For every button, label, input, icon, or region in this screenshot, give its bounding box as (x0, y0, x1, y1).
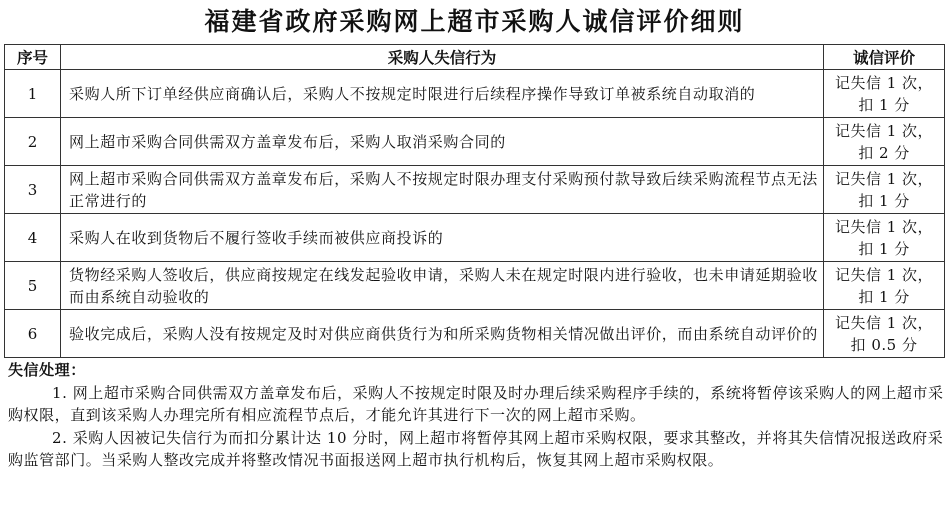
row-index: 2 (5, 118, 61, 166)
table-row (5, 262, 945, 310)
row-evaluation (824, 310, 945, 358)
evaluation-table (4, 44, 945, 358)
table-row (5, 166, 945, 214)
evaluation-deduction: 扣 1 分 (858, 239, 910, 258)
handling-section (4, 359, 944, 472)
row-index: 5 (5, 262, 61, 310)
evaluation-deduction: 扣 1 分 (858, 287, 910, 306)
table-row (5, 70, 945, 118)
row-index: 1 (5, 70, 61, 118)
evaluation-count: 记失信 1 次， (834, 313, 934, 332)
row-index: 4 (5, 214, 61, 262)
row-behavior: 货物经采购人签收后，供应商按规定在线发起验收申请，采购人未在规定时限内进行验收，也未申请延期验收而由系统自动验收的 (61, 262, 824, 310)
handling-title: 失信处理： (8, 361, 86, 379)
evaluation-count: 记失信 1 次， (834, 169, 934, 188)
row-index: 6 (5, 310, 61, 358)
handling-paragraph: 1. 网上超市采购合同供需双方盖章发布后，采购人不按规定时限及时办理后续采购程序手续的，系统将暂停该采购人的网上超市采购权限，直到该采购人办理完所有相应流程节点后，才能允许其进行下一次的网上超市采购。 (8, 383, 944, 424)
table-header-row (5, 45, 945, 70)
row-evaluation (824, 70, 945, 118)
row-evaluation (824, 166, 945, 214)
evaluation-count: 记失信 1 次， (834, 217, 934, 236)
evaluation-deduction: 扣 2 分 (858, 143, 910, 162)
header-behavior: 采购人失信行为 (61, 45, 824, 70)
table-row (5, 310, 945, 358)
header-index: 序号 (5, 45, 61, 70)
header-evaluation: 诚信评价 (824, 45, 945, 70)
evaluation-deduction: 扣 0.5 分 (850, 335, 918, 354)
evaluation-count: 记失信 1 次， (834, 121, 934, 140)
row-evaluation (824, 262, 945, 310)
row-evaluation (824, 214, 945, 262)
row-evaluation (824, 118, 945, 166)
handling-paragraph: 2. 采购人因被记失信行为而扣分累计达 10 分时，网上超市将暂停其网上超市采购权限，要求其整改，并将其失信情况报送政府采购监管部门。当采购人整改完成并将整改情况书面报送网上超市执行机构后，恢复其网上超市采购权限。 (8, 428, 944, 469)
row-behavior: 采购人在收到货物后不履行签收手续而被供应商投诉的 (61, 214, 824, 262)
row-behavior: 验收完成后，采购人没有按规定及时对供应商供货行为和所采购货物相关情况做出评价，而由系统自动评价的 (61, 310, 824, 358)
evaluation-count: 记失信 1 次， (834, 265, 934, 284)
table-row (5, 214, 945, 262)
row-index: 3 (5, 166, 61, 214)
evaluation-deduction: 扣 1 分 (858, 191, 910, 210)
evaluation-count: 记失信 1 次， (834, 73, 934, 92)
document-title: 福建省政府采购网上超市采购人诚信评价细则 (204, 7, 745, 36)
row-behavior: 网上超市采购合同供需双方盖章发布后，采购人取消采购合同的 (61, 118, 824, 166)
row-behavior: 采购人所下订单经供应商确认后，采购人不按规定时限进行后续程序操作导致订单被系统自动取消的 (61, 70, 824, 118)
evaluation-deduction: 扣 1 分 (858, 95, 910, 114)
table-row (5, 118, 945, 166)
row-behavior: 网上超市采购合同供需双方盖章发布后，采购人不按规定时限办理支付采购预付款导致后续采购流程节点无法正常进行的 (61, 166, 824, 214)
